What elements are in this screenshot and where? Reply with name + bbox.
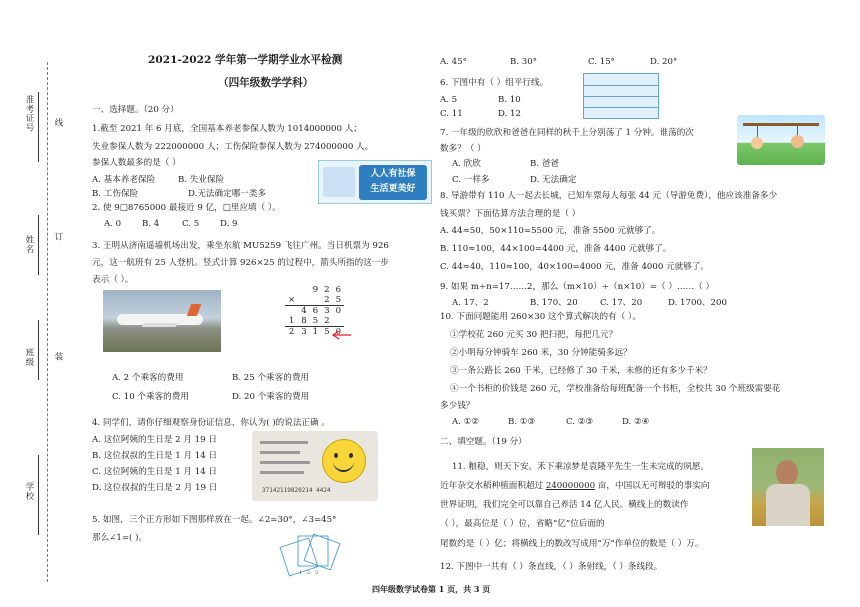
airplane-wing	[142, 323, 179, 327]
swing-illustration	[737, 115, 825, 165]
sidebar-label-ding: 订	[54, 232, 64, 242]
q3-line-c: 表示（ ）。	[92, 275, 134, 285]
q10-statement-1: ①学校花 260 元买 30 把扫把，每把几元？	[450, 330, 618, 340]
q2-opt-c: C. 5	[182, 219, 200, 229]
building-icon	[323, 167, 355, 197]
q2-opt-b: B. 4	[142, 219, 160, 229]
banner-line-2: 生活更美好	[370, 184, 416, 194]
q4-text: 4. 同学们，请你仔细观察身份证信息，你认为( )的说法正确 。	[92, 418, 330, 428]
q9-opt-d: D. 1700、200	[668, 298, 727, 308]
q5-opt-a: A. 45°	[440, 57, 467, 67]
q3-option-a: A. 2 个乘客的费用	[112, 373, 184, 383]
q7-opt-d: D. 无法确定	[530, 175, 577, 185]
q8-line-b: 钱买票？下面估算方法合理的是（ ）	[440, 209, 581, 219]
q8-opt-c: C. 44≈40，110≈100，40×100=4000 元，准备 4000 元就够了。	[440, 262, 710, 272]
angle-label-1: 1	[299, 570, 303, 576]
q6-text: 6. 下图中有（ ）组平行线。	[440, 78, 549, 88]
q3-option-b: B. 25 个乘客的费用	[232, 373, 310, 383]
father-icon	[791, 135, 804, 148]
q11-line-c: 世界证明，我们完全可以靠自己养活 14 亿人民。横线上的数读作	[440, 500, 689, 510]
q12-text: 12. 下图中一共有（ ）条直线，（ ）条射线，（ ）条线段。	[440, 562, 663, 572]
q5-line-b: 那么∠1=( )。	[92, 533, 148, 543]
times-sign: ×	[288, 295, 296, 305]
q4-option-a: A. 这位阿姨的生日是 2 月 19 日	[92, 435, 217, 445]
q3-option-c: C. 10 个乘客的费用	[112, 392, 189, 402]
q1-line-c: 参保人数最多的是（ ）	[92, 158, 181, 168]
q7-line-b: 数多？（ ）	[440, 144, 486, 154]
underlined-number: 240000000	[545, 481, 596, 491]
q1-option-c: B. 工伤保险	[92, 189, 139, 199]
page-subtitle: （四年级数学学科）	[218, 77, 314, 89]
q10-statement-3: ③一条公路长 260 千米，已经修了 30 千米，未修的还有多少千米？	[450, 366, 712, 376]
id-write-line	[38, 92, 39, 162]
banner-line-1: 人人有社保	[370, 169, 416, 179]
q9-text: 9. 如果 m÷n=17……2，那么（m×10）÷（n×10）=（ ）……（ ）	[440, 282, 715, 292]
binding-margin	[0, 0, 70, 607]
sidebar-label-zhuang: 装	[54, 352, 64, 362]
q7-opt-b: B. 爸爸	[530, 159, 559, 169]
q10-opt-b: B. ①③	[508, 417, 536, 427]
q10-opt-c: C. ②③	[566, 417, 594, 427]
red-arrow-icon	[331, 330, 353, 340]
q5-line-a: 5. 如图，三个正方形如下图那样放在一起。∠2=30°，∠3=45°	[92, 515, 337, 525]
q3-line-a: 3. 王明从济南遥墙机场出发，乘坐东航 MU5259 飞往广州。当日机票为 926	[92, 241, 389, 251]
q10-opt-a: A. ①②	[452, 417, 480, 427]
q5-opt-d: D. 20°	[650, 57, 678, 67]
id-card-image	[252, 431, 378, 501]
q10-text: 10. 下面问题能用 260×30 这个算式解决的有（ ）。	[440, 312, 641, 322]
sidebar-label-name: 姓名	[25, 235, 35, 254]
q5-opt-b: B. 30°	[510, 57, 538, 67]
q11-line-b: 近年杂交水稻种植面积超过 240000000 亩，中国以无可辩驳的事实向	[440, 481, 710, 491]
name-write-line	[38, 215, 39, 275]
page-title: 2021-2022 学年第一学期学业水平检测	[148, 54, 343, 66]
q8-opt-a: A. 44≈50，50×110=5500 元，准备 5500 元就够了。	[440, 226, 661, 236]
social-insurance-banner	[318, 160, 432, 204]
q6-opt-d: D. 12	[498, 109, 521, 119]
person-head	[776, 460, 798, 486]
q10-statement-4b: 多少钱？	[440, 401, 475, 411]
q1-line-b: 失业参保人数为 222000000 人；工伤保险参保人数为 274000000 人。	[92, 142, 374, 152]
q7-opt-a: A. 欣欣	[452, 159, 481, 169]
q11-line-a: 11. 粮稳，则天下安。禾下乘凉梦是袁隆平先生一生未完成的夙愿。	[452, 462, 710, 472]
vertical-multiplication: 9 2 6 × 2 5 4 6 3 0 1 8 5 2 2 3 1 5 0	[285, 285, 344, 337]
airplane-photo	[103, 290, 221, 352]
q1-option-b: B. 失业保险	[178, 175, 225, 185]
q4-option-d: D. 这位叔叔的生日是 2 月 19 日	[92, 483, 218, 493]
q5-opt-c: C. 15°	[588, 57, 615, 67]
sidebar-label-class: 班级	[25, 348, 35, 367]
angle-label-2: 2	[307, 570, 311, 576]
parallel-lines-figure	[583, 73, 659, 119]
class-write-line	[38, 320, 39, 380]
person-body	[766, 484, 810, 526]
q4-option-c: C. 这位阿姨的生日是 1 月 14 日	[92, 467, 217, 477]
q4-option-b: B. 这位叔叔的生日是 1 月 14 日	[92, 451, 218, 461]
binding-dashed-line	[47, 62, 48, 582]
q2-opt-d: D. 9	[220, 219, 238, 229]
q1-option-d: D.无法确定哪一类多	[188, 189, 267, 199]
q9-opt-b: B. 170、20	[530, 298, 578, 308]
sidebar-label-line: 线	[54, 118, 64, 128]
angle-label-3: 3	[315, 570, 319, 576]
q10-statement-2: ②小明每分钟骑车 260 米，30 分钟能骑多远？	[450, 348, 632, 358]
q11-line-d: （ ），最高位是（ ）位，省略“亿”位后面的	[440, 519, 605, 529]
three-squares-figure	[278, 528, 348, 578]
q2-text: 2. 使 9□8765000 最接近 9 亿，□里应填（ ）。	[92, 203, 281, 213]
q6-opt-b: B. 10	[498, 95, 521, 105]
id-number: 37142119820214 4424	[262, 487, 331, 494]
child-icon	[751, 137, 763, 149]
q3-option-d: D. 20 个乘客的费用	[232, 392, 310, 402]
section-1-heading: 一、选择题。（20 分）	[92, 105, 179, 115]
banner-text-box	[359, 165, 427, 200]
sidebar-label-id: 准考证号	[25, 95, 35, 133]
q3-line-b: 元，这一航班有 25 人登机。竖式计算 926×25 的过程中，箭头所指的这一步	[92, 258, 390, 268]
q8-opt-b: B. 110≈100，44×100=4400 元，准备 4400 元就够了。	[440, 244, 672, 254]
q10-opt-d: D. ②④	[622, 417, 650, 427]
q7-opt-c: C. 一样多	[452, 175, 490, 185]
q2-opt-a: A. 0	[104, 219, 122, 229]
q9-opt-c: C. 17、20	[600, 298, 643, 308]
q1-line-a: 1.截至 2021 年 6 月底，全国基本养老参保人数为 1014000000 人；	[92, 124, 362, 134]
q9-opt-a: A. 17、2	[452, 298, 489, 308]
q7-line-a: 7. 一年级的欣欣和爸爸在同样的秋千上分别荡了 1 分钟。谁荡的次	[440, 128, 694, 138]
q6-opt-a: A. 5	[440, 95, 458, 105]
q11-line-e: 尾数约是（ ）亿；将横线上的数改写成用“万”作单位的数是（ ）万。	[440, 539, 704, 549]
q1-option-a: A. 基本养老保险	[92, 175, 156, 185]
school-write-line	[38, 455, 39, 535]
section-2-heading: 二、填空题。（19 分）	[440, 437, 527, 447]
q8-line-a: 8. 导游带有 110 人一起去长城，已知车票每人每张 44 元（导游免费），他应该准备多少	[440, 191, 778, 201]
q10-statement-4: ④一个书柜的价钱是 260 元，学校准备给每班配备一个书柜，全校共 30 个班级需要花	[450, 384, 781, 394]
page-footer: 四年级数学试卷第 1 页，共 3 页	[372, 584, 491, 594]
sidebar-label-school: 学校	[25, 482, 35, 501]
q6-opt-c: C. 11	[440, 109, 463, 119]
yuan-longping-photo	[752, 448, 824, 526]
smiley-face-icon	[322, 439, 366, 483]
